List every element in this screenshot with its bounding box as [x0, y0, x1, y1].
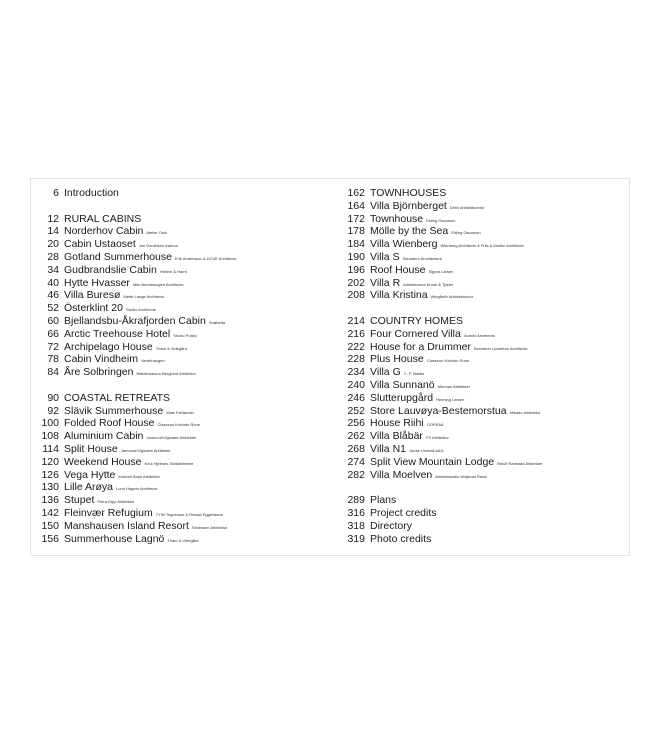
- entry-title: Vega Hytte: [64, 468, 116, 481]
- page-number: 228: [347, 353, 365, 366]
- architect-credit: Petra Gipp Arkitektur: [97, 499, 135, 505]
- entry-title: Villa R: [370, 276, 401, 289]
- entry-title: RURAL CABINS: [64, 212, 142, 225]
- toc-entry: [31, 392, 331, 405]
- toc-entry: [329, 341, 629, 354]
- entry-title: Folded Roof House: [64, 417, 155, 430]
- architect-credit: Arkitektorma Krook & Tjäder: [403, 281, 454, 287]
- page-number: 66: [47, 327, 59, 340]
- page-number: 100: [41, 417, 59, 430]
- architect-credit: Stinessen Arkitektur: [191, 524, 228, 530]
- entry-title: Villa Kristina: [370, 289, 428, 302]
- entry-title: Villa N1: [370, 442, 406, 455]
- page-number: 60: [47, 314, 59, 327]
- page-number: 92: [47, 404, 59, 417]
- page-number: 130: [41, 481, 59, 494]
- page-number: 164: [347, 199, 365, 212]
- entry-title: Slävik Summerhouse: [64, 404, 164, 417]
- toc-entry: [31, 264, 331, 277]
- toc-entry: [329, 225, 629, 238]
- page-number: 136: [41, 494, 59, 507]
- entry-title: Four Cornered Villa: [370, 327, 461, 340]
- page-number: 150: [41, 519, 59, 532]
- page-number: 214: [347, 314, 365, 327]
- page-number: 282: [347, 468, 365, 481]
- page-number: 256: [347, 417, 365, 430]
- page-number: 14: [47, 225, 59, 238]
- toc-entry: [329, 533, 629, 546]
- toc-entry: [31, 328, 331, 341]
- architect-credit: Tham & Videgård: [167, 537, 199, 543]
- page-number: 216: [347, 327, 365, 340]
- entry-title: Villa Moelven: [370, 468, 433, 481]
- architect-credit: Mette Lange Architects: [123, 294, 165, 300]
- entry-title: Villa G: [370, 366, 401, 379]
- architect-credit: Claesson Koivisto Rune: [157, 422, 200, 428]
- toc-entry: [31, 187, 331, 200]
- toc-entry: [329, 430, 629, 443]
- toc-entry: [31, 366, 331, 379]
- entry-title: Slutterupgård: [370, 391, 434, 404]
- architect-credit: Arkitektstudio Widjedal Racki: [435, 473, 487, 479]
- entry-title: COUNTRY HOMES: [370, 314, 463, 327]
- entry-title: Townhouse: [370, 212, 424, 225]
- entry-title: Directory: [370, 519, 413, 532]
- entry-title: Norderhov Cabin: [64, 225, 144, 238]
- entry-title: COASTAL RETREATS: [64, 391, 170, 404]
- entry-title: Villa Buresø: [64, 289, 121, 302]
- toc-entry: [329, 366, 629, 379]
- architect-credit: Atelier Oslo: [146, 230, 168, 236]
- page-number: 208: [347, 289, 365, 302]
- entry-title: Österklint 20: [64, 302, 123, 315]
- architect-credit: OOPEAA: [426, 422, 444, 428]
- page-number: 142: [41, 506, 59, 519]
- entry-title: House for a Drummer: [370, 340, 471, 353]
- page-number: 222: [347, 340, 365, 353]
- page-number: 126: [41, 468, 59, 481]
- entry-title: Villa Sunnanö: [370, 378, 435, 391]
- toc-entry: [31, 520, 331, 533]
- entry-title: Aluminium Cabin: [64, 430, 144, 443]
- architect-credit: Vardehaugen: [140, 358, 165, 364]
- page-number: 34: [47, 263, 59, 276]
- toc-entry: [329, 456, 629, 469]
- architect-credit: Bornstein Lyckefors Architects: [473, 345, 528, 351]
- architect-credit: TYIN Tegnestue & Rintala Eggertsson: [155, 511, 223, 517]
- entry-title: Arctic Treehouse Hotel: [64, 327, 171, 340]
- toc-right-column: [329, 187, 629, 545]
- page-number: 40: [47, 276, 59, 289]
- entry-title: Split View Mountain Lodge: [370, 455, 495, 468]
- page-number: 240: [347, 378, 365, 391]
- entry-title: Fleinvær Refugium: [64, 506, 153, 519]
- page-number: 262: [347, 430, 365, 443]
- toc-entry: [31, 405, 331, 418]
- toc-entry: [31, 507, 331, 520]
- architect-credit: Jon Danielsen Aarhus: [138, 243, 178, 249]
- architect-credit: Jonas Lindvall A&D: [409, 447, 444, 453]
- architect-credit: Delin Arkitektkontor: [449, 204, 485, 210]
- page-number: 289: [347, 494, 365, 507]
- page-number: 234: [347, 366, 365, 379]
- architect-credit: Kolman Boye Arkitekter: [118, 473, 160, 479]
- architect-credit: Saunders Architecture: [402, 255, 442, 261]
- entry-title: Store Lauvøya-Bestemorstua: [370, 404, 507, 417]
- toc-entry: [329, 507, 629, 520]
- page-number: 6: [53, 187, 59, 199]
- page-number: 196: [347, 263, 365, 276]
- entry-title: Stupet: [64, 494, 95, 507]
- entry-title: Summerhouse Lagnö: [64, 532, 165, 545]
- architect-credit: Mikado Arkitektur: [509, 409, 541, 415]
- page-number: 52: [47, 302, 59, 315]
- toc-entry: [31, 430, 331, 443]
- page-number: 114: [42, 442, 59, 455]
- entry-title: Plus House: [370, 353, 424, 366]
- page-number: 268: [347, 442, 365, 455]
- toc-entry: [31, 302, 331, 315]
- entry-title: Manshausen Island Resort: [64, 519, 189, 532]
- entry-title: Photo credits: [370, 532, 432, 545]
- entry-title: Archipelago House: [64, 340, 153, 353]
- toc-entry: [31, 481, 331, 494]
- toc-entry: [31, 315, 331, 328]
- toc-entry: [329, 315, 629, 328]
- toc-entry: [31, 456, 331, 469]
- page-number: 202: [347, 276, 365, 289]
- architect-credit: Murman Arkitekter: [437, 383, 471, 389]
- architect-credit: Sigurd Larsen: [428, 268, 454, 274]
- toc-entry: [31, 341, 331, 354]
- page-number: 120: [41, 455, 59, 468]
- page-number: 28: [47, 250, 59, 263]
- toc-entry: [31, 277, 331, 290]
- architect-credit: Wienberg Architects & Friis & Moltke Architects: [440, 243, 524, 249]
- entry-title: Villa Wienberg: [370, 238, 438, 251]
- toc-entry: [329, 187, 629, 200]
- architect-credit: Snøhetta: [208, 319, 226, 325]
- toc-entry: [31, 533, 331, 546]
- architect-credit: Mile Brendskogen Architects: [132, 281, 184, 287]
- entry-title: House Riihi: [370, 417, 424, 430]
- entry-title: Hytte Hvasser: [64, 276, 130, 289]
- architect-credit: Avanto Architects: [463, 332, 495, 338]
- page-number: 46: [47, 289, 59, 302]
- page-number: 12: [47, 212, 59, 225]
- toc-entry: [31, 225, 331, 238]
- toc-entry: [329, 405, 629, 418]
- toc-left-column: [31, 187, 331, 545]
- page-number: 184: [347, 238, 365, 251]
- architect-credit: Reiulf Ramstad Arkitekter: [497, 460, 543, 466]
- architect-credit: Elding Oscarson: [451, 230, 481, 236]
- architect-credit: Studio Architects: [125, 307, 156, 313]
- toc-entry: [329, 264, 629, 277]
- toc-entry: [329, 277, 629, 290]
- architect-credit: Knut Hjeltnes Sivilarkitekter: [144, 460, 194, 466]
- toc-entry: [329, 443, 629, 456]
- page-number: 156: [41, 532, 59, 545]
- architect-credit: Lund Hagem Architects: [116, 486, 158, 492]
- page-number: 178: [347, 225, 365, 238]
- entry-title: Villa Björnberget: [370, 199, 447, 212]
- page-number: 72: [47, 340, 59, 353]
- toc-entry: [329, 238, 629, 251]
- page-number: 274: [347, 455, 365, 468]
- architect-credit: FS Arkitektur: [425, 435, 449, 441]
- entry-title: Plans: [370, 494, 397, 507]
- page-number: 246: [347, 391, 365, 404]
- entry-title: Introduction: [64, 187, 119, 199]
- entry-title: Split House: [64, 442, 118, 455]
- architect-credit: Studio Puisto: [173, 332, 197, 338]
- page-number: 84: [47, 366, 59, 379]
- entry-title: Mölle by the Sea: [370, 225, 449, 238]
- entry-title: Gudbrandslie Cabin: [64, 263, 157, 276]
- toc-entry: [329, 494, 629, 507]
- architect-credit: Jarmund/Vigsnæs Arkitekter: [146, 435, 197, 441]
- architect-credit: Jarmund/Vigsnæs Arkitekter: [120, 447, 171, 453]
- toc-entry: [329, 200, 629, 213]
- entry-title: Project credits: [370, 506, 437, 519]
- entry-title: Roof House: [370, 263, 426, 276]
- architect-credit: Mats Fahlander: [166, 409, 195, 415]
- toc-entry: [31, 417, 331, 430]
- architect-credit: Claesson Koivisto Rune: [426, 358, 470, 364]
- toc-entry: [329, 289, 629, 302]
- architect-credit: C. F. Møller: [403, 371, 425, 377]
- page-number: 162: [347, 187, 365, 199]
- architect-credit: Hellem & Hamt: [159, 268, 187, 274]
- toc-entry: [329, 417, 629, 430]
- architect-credit: Wingårdh Arkitektkontor: [430, 294, 474, 300]
- page-number: 78: [47, 353, 59, 366]
- architect-credit: Erik Andersson & DCVE Architects: [174, 255, 237, 261]
- architect-credit: Henning Larsen: [436, 396, 465, 402]
- toc-entry: [329, 379, 629, 392]
- page-number: 20: [47, 238, 59, 251]
- toc-entry: [329, 469, 629, 482]
- toc-entry: [329, 328, 629, 341]
- entry-title: Villa Blåbär: [370, 430, 423, 443]
- entry-title: Lille Arøya: [64, 481, 114, 494]
- page-number: 172: [347, 212, 365, 225]
- page-number: 252: [347, 404, 365, 417]
- page-number: 316: [347, 506, 365, 519]
- page-number: 90: [47, 391, 59, 404]
- toc-entry: [329, 392, 629, 405]
- toc-spread: [30, 178, 630, 556]
- page-number: 318: [347, 519, 365, 532]
- architect-credit: Tham & Videgård: [155, 345, 187, 351]
- entry-title: TOWNHOUSES: [370, 187, 447, 199]
- entry-title: Åre Solbringen: [64, 366, 134, 379]
- architect-credit: Waldemarson Berglund Arkitekter: [136, 371, 196, 377]
- architect-credit: Elding Oscarson: [426, 217, 456, 223]
- entry-title: Gotland Summerhouse: [64, 250, 172, 263]
- toc-entry: [31, 238, 331, 251]
- entry-title: Cabin Ustaoset: [64, 238, 136, 251]
- entry-title: Weekend House: [64, 455, 142, 468]
- toc-entry: [329, 520, 629, 533]
- toc-entry: [31, 251, 331, 264]
- entry-title: Bjellandsbu-Åkrafjorden Cabin: [64, 314, 206, 327]
- page-number: 319: [347, 532, 365, 545]
- entry-title: Cabin Vindheim: [64, 353, 138, 366]
- toc-entry: [31, 494, 331, 507]
- entry-title: Villa S: [370, 250, 400, 263]
- toc-entry: [31, 213, 331, 226]
- page-number: 108: [41, 430, 59, 443]
- page-number: 190: [347, 250, 365, 263]
